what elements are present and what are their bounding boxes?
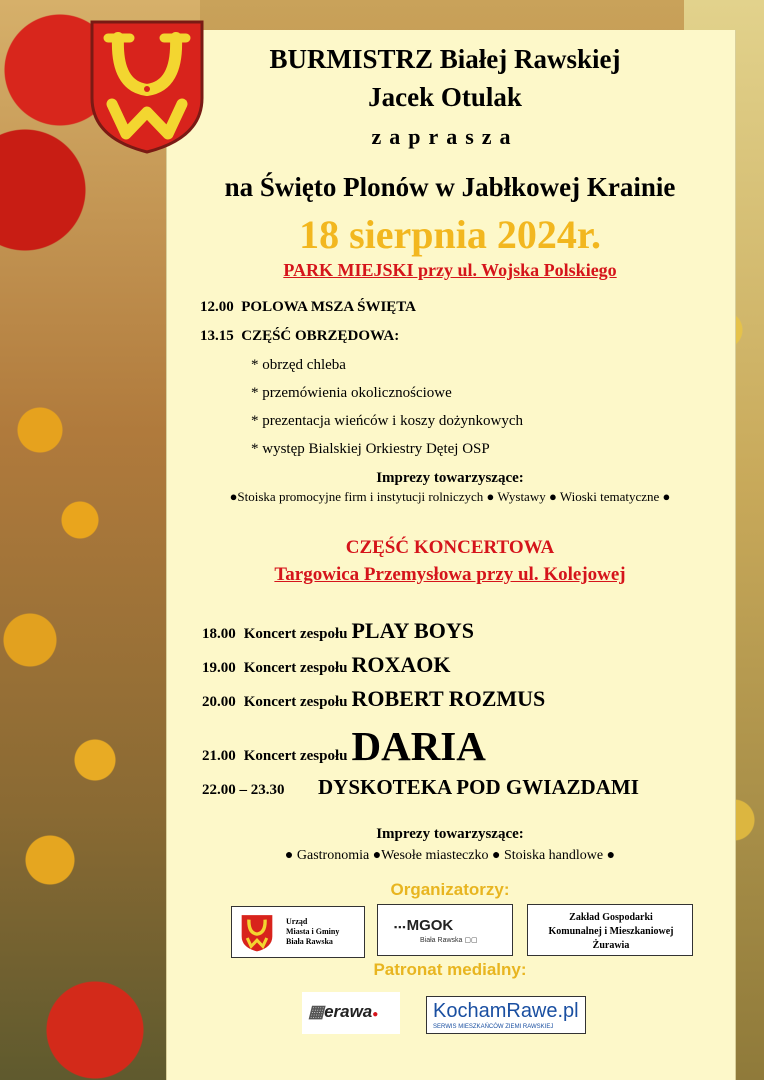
ceremony-item: * prezentacja wieńców i koszy dożynkowych (251, 413, 523, 429)
organizer-zaklad-logo (527, 904, 693, 956)
ceremony-item: * przemówienia okolicznościowe (251, 385, 452, 401)
concert-row (202, 722, 486, 770)
side-events-list: ● Gastronomia ●Wesołe miasteczko ● Stoiska handlowe ● (284, 848, 616, 863)
ceremony-item: * obrzęd chleba (251, 357, 346, 373)
concert-prefix: Koncert zespołu (243, 694, 348, 710)
zaklad-line: Zakład Gospodarki (569, 912, 653, 923)
concert-location: Targowica Przemysłowa przy ul. Kolejowej (274, 564, 626, 585)
program-row (200, 299, 416, 316)
disco-time: 22.00 – 23.30 (202, 782, 285, 798)
organizer-urzad-logo (231, 906, 365, 958)
disco-row (202, 775, 639, 800)
erawa-name: erawa (324, 1002, 373, 1021)
concert-prefix: Koncert zespołu (243, 748, 348, 764)
kochamrawe-logo (426, 996, 586, 1034)
band-name: PLAY BOYS (351, 618, 474, 643)
kochamrawe-sub: SERWIS MIESZKAŃCÓW ZIEMI RAWSKIEJ (433, 1024, 554, 1030)
organizer-mgok-logo (377, 904, 513, 956)
concert-row (202, 686, 545, 712)
mgok-sub: Biała Rawska ▢▢ (420, 937, 478, 944)
zaklad-line: Komunalnej i Mieszkaniowej (548, 926, 674, 937)
band-name: ROBERT ROZMUS (351, 686, 546, 711)
program-label: CZĘŚĆ OBRZĘDOWA: (241, 328, 400, 344)
event-location: PARK MIEJSKI przy ul. Wojska Polskiego (283, 260, 617, 280)
media-patron-heading: Patronat medialny: (373, 960, 527, 979)
program-time: 13.15 (200, 328, 234, 344)
concert-row (202, 652, 450, 678)
program-time: 12.00 (200, 299, 234, 315)
concert-time: 19.00 (202, 660, 236, 676)
urzad-line: Miasta i Gminy (286, 927, 340, 936)
concert-prefix: Koncert zespołu (243, 660, 348, 676)
ceremony-item: * występ Bialskiej Orkiestry Dętej OSP (251, 441, 490, 457)
zaklad-line: Żurawia (592, 940, 630, 951)
erawa-logo (302, 992, 400, 1034)
mgok-name: MGOK (406, 917, 454, 934)
side-events-list: ●Stoiska promocyjne firm i instytucji rolniczych ● Wystawy ● Wioski tematyczne ● (229, 489, 671, 504)
header-title: BURMISTRZ Białej Rawskiej (269, 44, 621, 74)
coat-of-arms-icon (86, 16, 208, 156)
organizers-heading: Organizatorzy: (390, 880, 510, 899)
concert-heading: CZĘŚĆ KONCERTOWA (345, 537, 555, 558)
program-row (200, 328, 399, 345)
event-title: na Święto Plonów w Jabłkowej Krainie (224, 172, 676, 202)
concert-time: 18.00 (202, 626, 236, 642)
mgok-sub-text: Biała Rawska (420, 937, 463, 944)
side-events-heading: Imprezy towarzyszące: (376, 470, 524, 486)
mgok-logo-text: ▪▪▪MGOK (394, 917, 454, 934)
band-name-headliner: DARIA (351, 723, 486, 769)
urzad-text (286, 917, 339, 947)
concert-time: 21.00 (202, 748, 236, 764)
side-events-heading: Imprezy towarzyszące: (376, 826, 524, 842)
concert-row (202, 618, 474, 644)
concert-prefix: Koncert zespołu (243, 626, 348, 642)
urzad-line: Biała Rawska (286, 937, 333, 946)
coat-of-arms-small-icon (240, 913, 274, 953)
concert-time: 20.00 (202, 694, 236, 710)
disco-name: DYSKOTEKA POD GWIAZDAMI (318, 775, 639, 799)
band-name: ROXAOK (351, 652, 451, 677)
kochamrawe-name: KochamRawe.pl (433, 1000, 579, 1022)
invites-text: zaprasza (371, 124, 519, 149)
mayor-name: Jacek Otulak (368, 82, 522, 112)
event-date: 18 sierpnia 2024r. (299, 212, 601, 257)
erawa-logo-text: ▦erawa● (308, 1002, 379, 1021)
zaklad-text (528, 911, 694, 953)
urzad-line: Urząd (286, 917, 308, 926)
program-label: POLOWA MSZA ŚWIĘTA (241, 299, 417, 315)
